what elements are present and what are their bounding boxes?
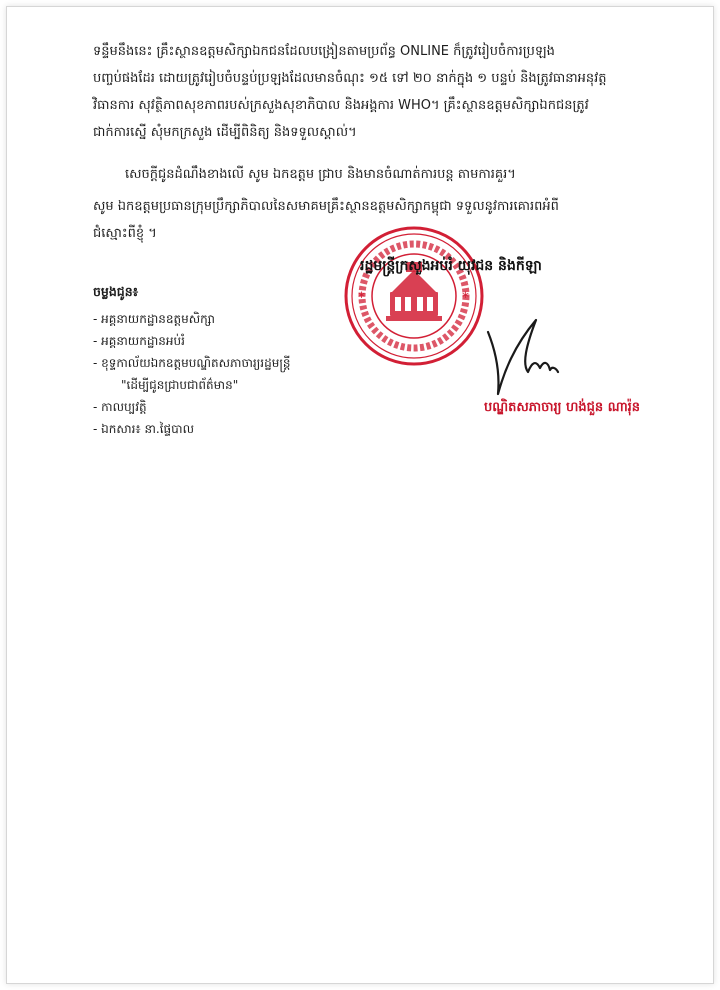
signer-name: បណ្ឌិតសភាចារ្យ ហង់ជួន ណារ៉ុន — [484, 400, 641, 415]
paragraph-online-institutions — [93, 38, 678, 146]
paragraph3-line: សូម ឯកឧត្តមប្រធានក្រុមប្រឹក្សាភិបាលនៃសមាគមគ្រឹះស្ថានឧត្តមសិក្សាកម្ពុជា ទទួលនូវការគោរពអំពី — [93, 199, 559, 214]
svg-text:*: * — [462, 290, 469, 306]
cc-item: - អគ្គនាយកដ្ឋានឧត្តមសិក្សា — [93, 312, 215, 326]
svg-text:*: * — [358, 290, 365, 306]
cc-item: - ខុទ្ទកាល័យឯកឧត្តមបណ្ឌិតសភាចារ្យរដ្ឋមន្ត្រី — [93, 356, 291, 370]
cc-heading: ចម្លងជូន៖ — [93, 284, 139, 299]
minister-title: រដ្ឋមន្ត្រីក្រសួងអប់រំ យុវជន និងកីឡា — [360, 258, 542, 274]
cc-item-note: "ដើម្បីជូនជ្រាបជាព័ត៌មាន" — [121, 378, 239, 392]
paragraph1-line: វិធានការ សុវត្ថិភាពសុខភាពរបស់ក្រសួងសុខាភិបាល និងអង្គការ WHO។ គ្រឹះស្ថានឧត្តមសិក្សាឯកជនត្រូវ — [93, 98, 589, 113]
paragraph3-line: ជំស្មោះពីខ្ញុំ ។ — [93, 226, 157, 241]
cc-item: - ឯកសារ៖ នា.ផ្ទៃបាល — [93, 422, 195, 436]
cc-item: - កាលប្បវត្តិ — [93, 400, 147, 414]
paragraph1-line: បញ្ចប់ផងដែរ ដោយត្រូវរៀបចំបន្ទប់ប្រឡងដែលមានចំណុះ ១៥ ទៅ ២០ នាក់ក្នុង ១ បន្ទប់ និងត្រូវធានាអនុវត្ត — [93, 71, 607, 86]
cc-list — [93, 284, 291, 440]
paragraph1-line: ទន្ទឹមនឹងនេះ គ្រឹះស្ថានឧត្តមសិក្សាឯកជនដែលបង្រៀនតាមប្រព័ន្ធ ONLINE ក៏ត្រូវរៀបចំការប្រឡង — [93, 44, 555, 59]
ministry-seal-icon — [340, 222, 488, 370]
paragraph2-line: សេចក្តីជូនដំណឹងខាងលើ សូម ឯកឧត្តម ជ្រាប និងមានចំណាត់ការបន្ត តាមការគួរ។ — [125, 167, 516, 182]
document-page — [6, 6, 714, 984]
signature-mark — [478, 312, 568, 402]
paragraph-notice — [125, 161, 675, 188]
paragraph1-line: ជាក់ការស្នើ សុំមកក្រសួង ដើម្បីពិនិត្យ និងទទួលស្គាល់។ — [93, 125, 357, 140]
cc-item: - អគ្គនាយកដ្ឋានអប់រំ — [93, 334, 185, 348]
